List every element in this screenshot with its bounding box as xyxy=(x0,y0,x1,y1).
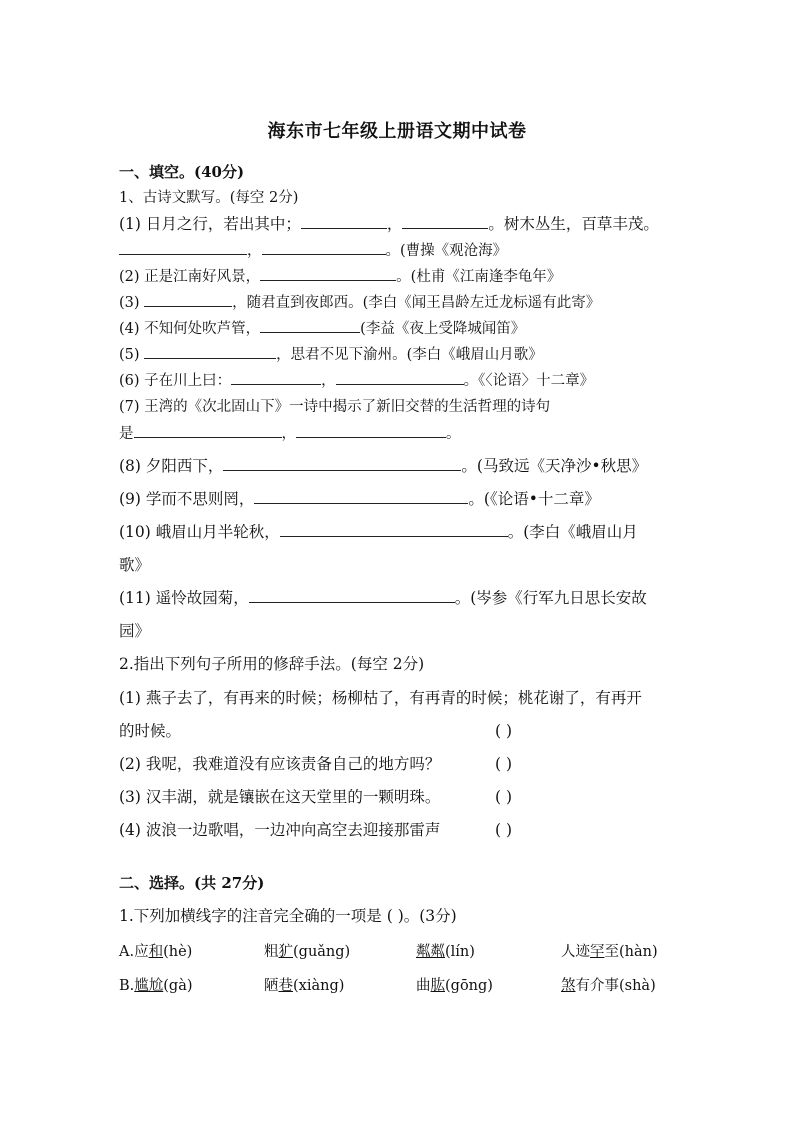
text: 。(岑参《行军九日思长安故 xyxy=(454,589,647,607)
text: (5) xyxy=(119,347,140,363)
answer-blank[interactable] xyxy=(134,423,282,438)
option-b-item-3 xyxy=(416,974,493,995)
text: (10) 峨眉山月半轮秋， xyxy=(119,523,280,541)
text: ， xyxy=(281,426,296,442)
line-9 xyxy=(119,423,461,444)
text: 粗 xyxy=(264,944,279,960)
answer-blank[interactable] xyxy=(249,588,455,603)
underlined-char: 煞 xyxy=(561,978,576,994)
text: ， xyxy=(386,215,403,233)
option-a-item-2 xyxy=(264,940,350,961)
line-15: 园》 xyxy=(119,622,151,640)
pinyin: (xiàng) xyxy=(293,978,345,994)
text: ，思君不见下渝州。(李白《峨眉山月歌》 xyxy=(276,347,543,363)
pinyin: (gà) xyxy=(163,978,193,994)
line-10 xyxy=(119,456,647,476)
text: ，随君直到夜郎西。(李白《闻王昌龄左迁龙标遥有此寄》 xyxy=(232,295,601,311)
answer-blank[interactable] xyxy=(260,318,360,333)
underlined-char: 犷 xyxy=(278,944,293,960)
line-11 xyxy=(119,489,600,509)
text: 曲 xyxy=(416,978,431,994)
line-14 xyxy=(119,588,647,608)
underlined-char: 尴尬 xyxy=(134,978,164,994)
pinyin: (guǎng) xyxy=(293,944,351,960)
text: (2) 正是江南好风景， xyxy=(119,269,261,285)
text: 至 xyxy=(604,944,619,960)
underlined-char: 和 xyxy=(148,944,164,960)
text: (3) xyxy=(119,295,140,311)
answer-parentheses[interactable]: ( ) xyxy=(495,722,513,740)
answer-parentheses[interactable]: ( ) xyxy=(495,821,513,839)
answer-blank[interactable] xyxy=(231,370,321,385)
text: 有介事 xyxy=(575,978,619,994)
line-12 xyxy=(119,522,638,542)
line-4 xyxy=(119,292,600,313)
underlined-char: 巷 xyxy=(278,978,293,994)
page-title: 海东市七年级上册语文期中试卷 xyxy=(267,121,527,142)
answer-blank[interactable] xyxy=(280,522,508,537)
option-b-item-2 xyxy=(264,974,344,995)
rhetoric-item-3: (3) 汉丰湖，就是镶嵌在这天堂里的一颗明珠。 xyxy=(119,788,441,806)
text: 。《〈论语〉十二章》 xyxy=(463,373,595,389)
question-2-intro: 2.指出下列句子所用的修辞手法。(每空 2分) xyxy=(119,655,425,673)
line-7 xyxy=(119,370,594,391)
text: (9) 学而不思则罔， xyxy=(119,490,255,508)
answer-blank[interactable] xyxy=(223,456,461,471)
line-13: 歌》 xyxy=(119,556,151,574)
pinyin: (shà) xyxy=(619,978,656,994)
underlined-char: 粼粼 xyxy=(416,944,445,960)
line-2 xyxy=(119,240,507,261)
text: (11) 遥怜故园菊， xyxy=(119,589,249,607)
text: (李益《夜上受降城闻笛》 xyxy=(360,321,526,337)
section-2-heading: 二、选择。(共 27分) xyxy=(119,874,265,892)
pinyin: (hàn) xyxy=(619,944,658,960)
text: (4) 不知何处吹芦管， xyxy=(119,321,261,337)
answer-blank[interactable] xyxy=(296,423,446,438)
rhetoric-item-4: (4) 波浪一边歌唱，一边冲向高空去迎接那雷声 xyxy=(119,821,441,839)
text: 。(马致远《天净沙•秋思》 xyxy=(461,457,648,475)
answer-blank[interactable] xyxy=(336,370,464,385)
pinyin: (hè) xyxy=(163,944,193,960)
line-3 xyxy=(119,266,561,287)
rhetoric-item-1: (1) 燕子去了，有再来的时候；杨柳枯了，有再青的时候；桃花谢了，有再开 xyxy=(119,689,642,707)
answer-blank[interactable] xyxy=(144,344,276,359)
option-a-item-4 xyxy=(561,940,658,961)
text: 人迹 xyxy=(561,944,590,960)
line-8: (7) 王湾的《次北固山下》一诗中揭示了新旧交替的生活哲理的诗句 xyxy=(119,399,551,415)
answer-blank[interactable] xyxy=(260,266,396,281)
answer-blank[interactable] xyxy=(119,240,247,255)
text: (6) 子在川上曰： xyxy=(119,373,232,389)
pinyin: (lín) xyxy=(445,944,475,960)
option-b-label[interactable] xyxy=(119,974,193,995)
rhetoric-item-2: (2) 我呢，我难道没有应该责备自己的地方吗？ xyxy=(119,755,441,773)
text: (8) 夕阳西下， xyxy=(119,457,224,475)
option-b-item-4 xyxy=(561,974,656,995)
answer-blank[interactable] xyxy=(301,214,387,229)
text: ， xyxy=(321,373,336,389)
answer-parentheses[interactable]: ( ) xyxy=(495,755,513,773)
text: 。(《论语•十二章》 xyxy=(468,490,600,508)
line-1 xyxy=(119,214,659,234)
text: 陋 xyxy=(264,978,279,994)
option-letter: A. xyxy=(119,944,135,960)
text: 。 xyxy=(446,426,461,442)
question-1-intro: 1、古诗文默写。(每空 2分) xyxy=(119,190,299,206)
answer-parentheses[interactable]: ( ) xyxy=(495,788,513,806)
choice-question-1: 1.下列加横线字的注音完全确的一项是 ( )。(3分) xyxy=(119,907,457,925)
option-a-label[interactable] xyxy=(119,940,192,961)
underlined-char: 肱 xyxy=(430,978,445,994)
text: ， xyxy=(247,243,262,259)
text: 是 xyxy=(119,426,134,442)
option-a-item-3 xyxy=(416,940,475,961)
text: (1) 日月之行，若出其中； xyxy=(119,215,301,233)
option-letter: B. xyxy=(119,978,135,994)
line-6 xyxy=(119,344,543,365)
text: 。(曹操《观沧海》 xyxy=(385,243,508,259)
text: 。(杜甫《江南逢李龟年》 xyxy=(396,269,562,285)
text: 应 xyxy=(134,944,149,960)
underlined-char: 罕 xyxy=(590,944,605,960)
rhetoric-item-1-cont: 的时候。 xyxy=(119,722,182,740)
text: 。树木丛生，百草丰茂。 xyxy=(488,215,659,233)
answer-blank[interactable] xyxy=(144,292,232,307)
line-5 xyxy=(119,318,525,339)
pinyin: (gōng) xyxy=(445,978,493,994)
answer-blank[interactable] xyxy=(402,214,488,229)
section-1-heading: 一、填空。(40分) xyxy=(119,163,245,181)
answer-blank[interactable] xyxy=(254,489,468,504)
text: 。(李白《峨眉山月 xyxy=(507,523,638,541)
answer-blank[interactable] xyxy=(262,240,386,255)
